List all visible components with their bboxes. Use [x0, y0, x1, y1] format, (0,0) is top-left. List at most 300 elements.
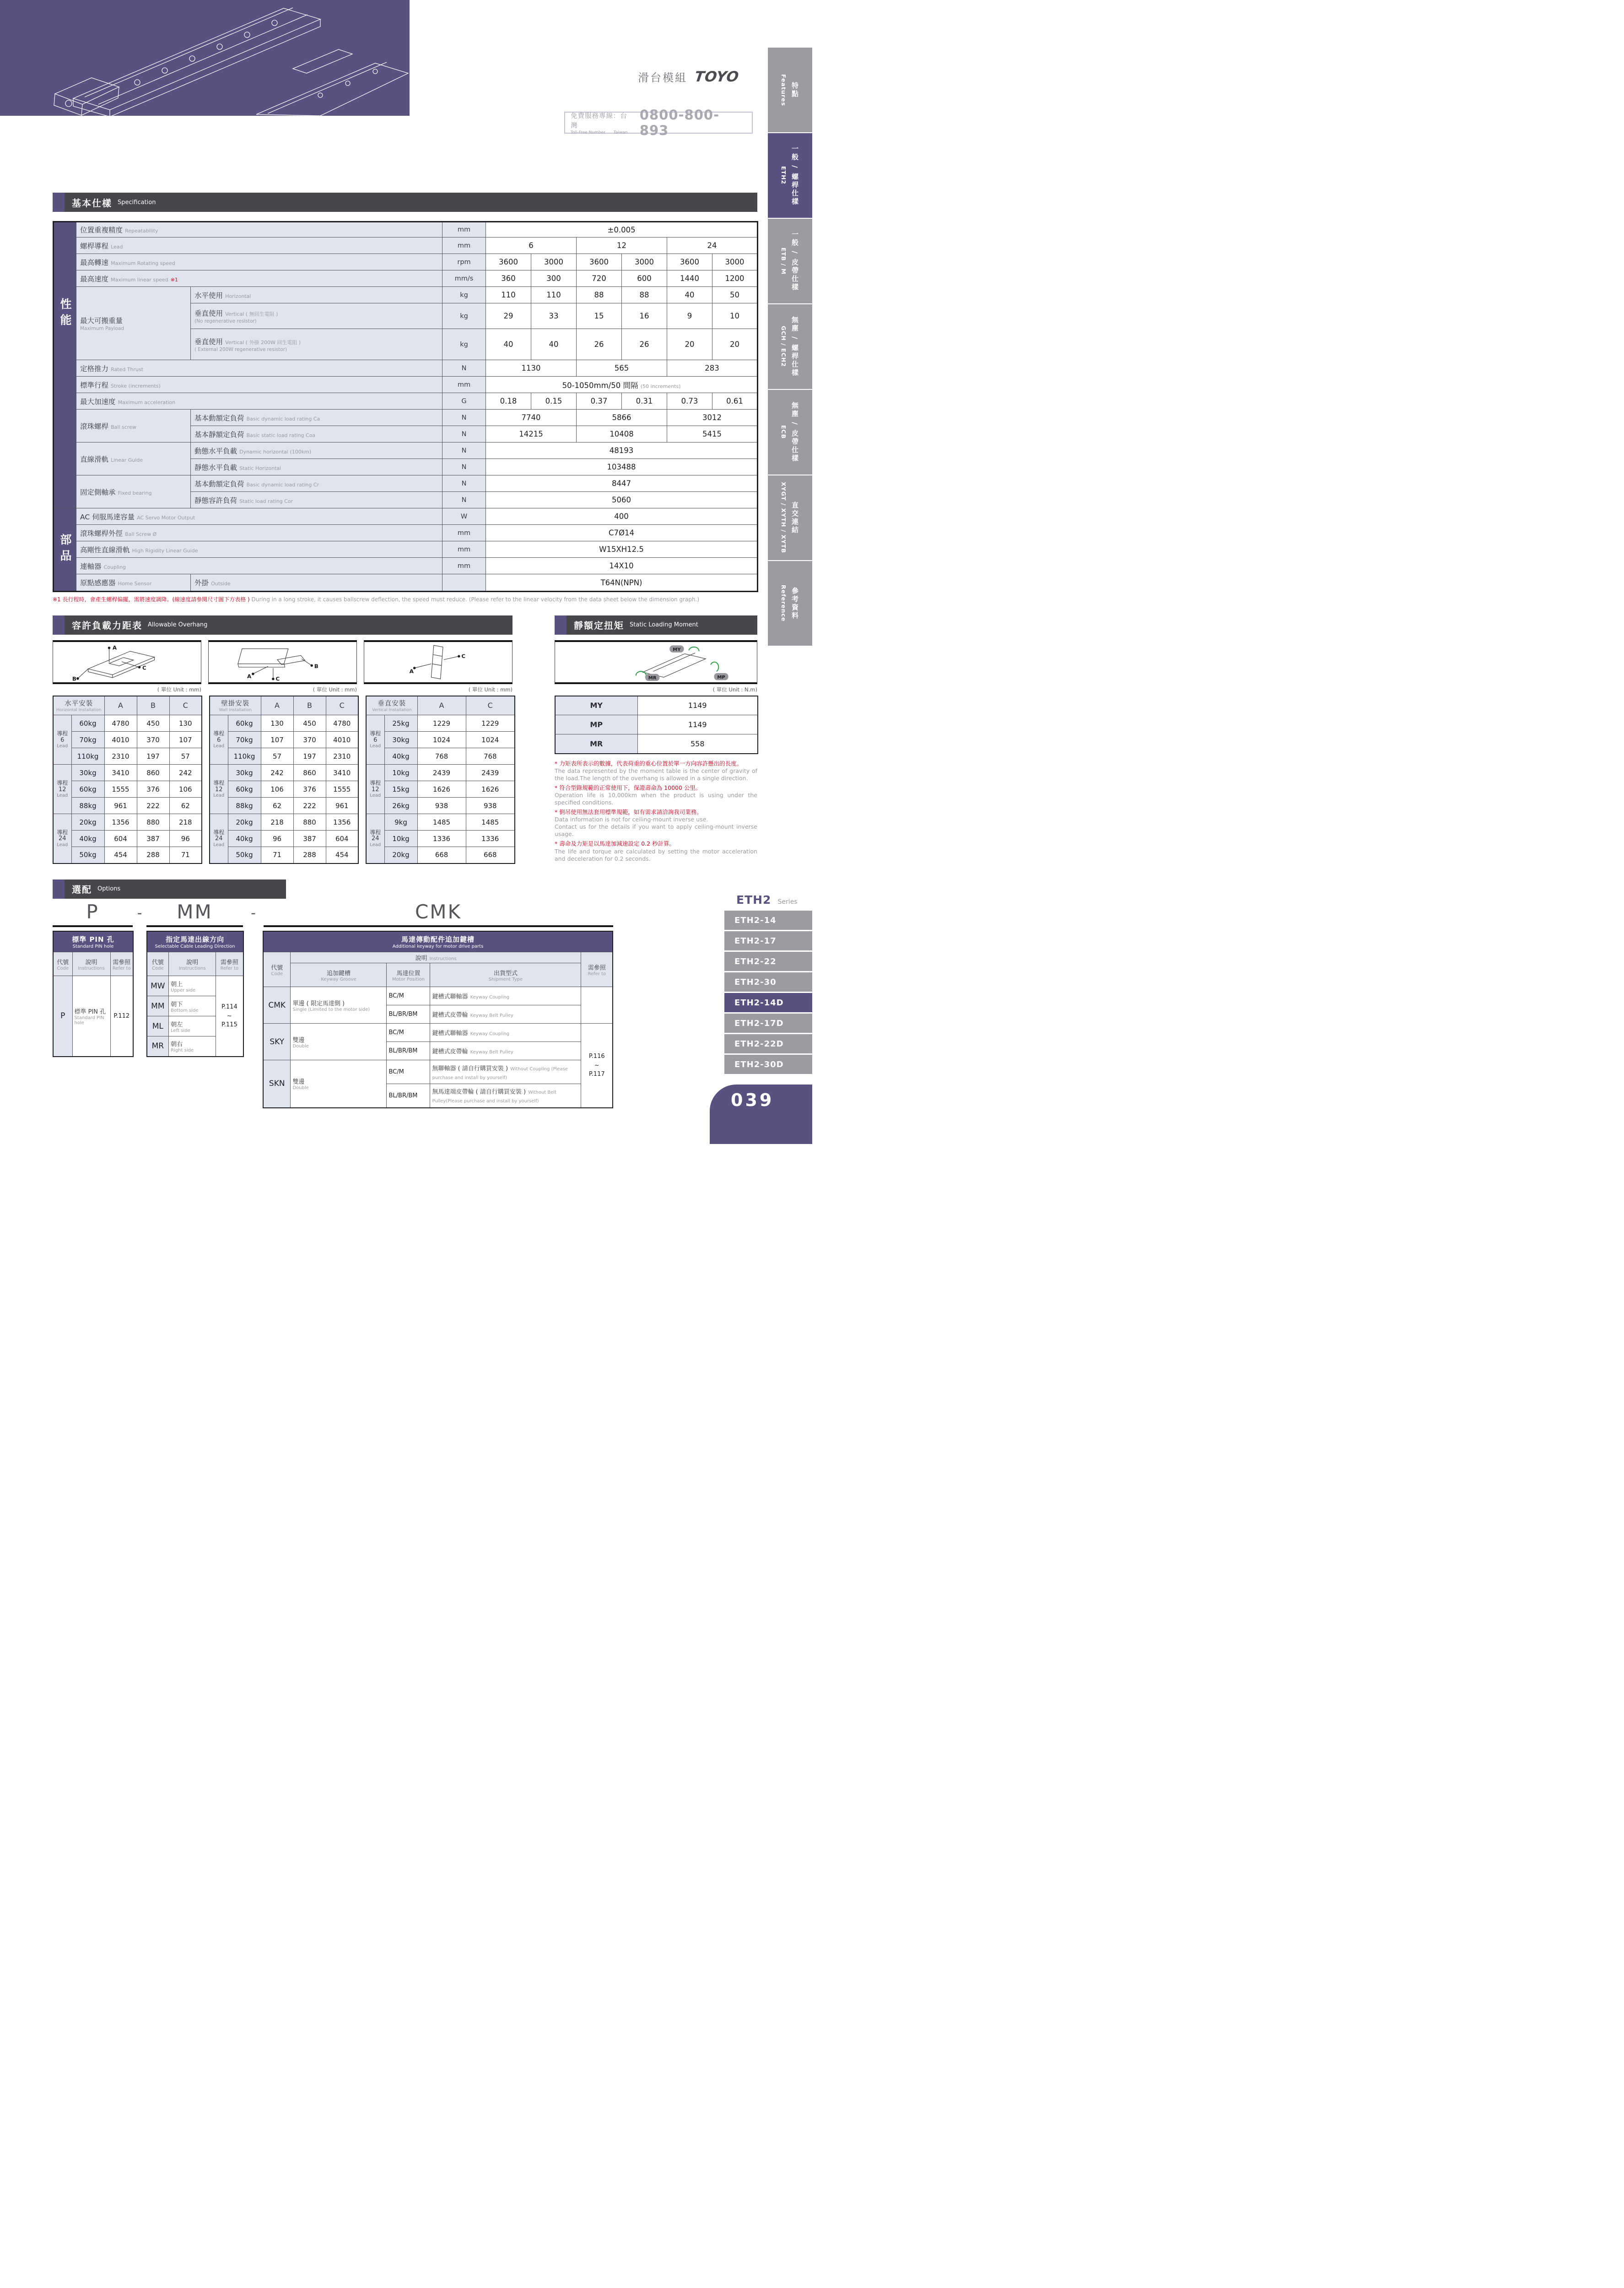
options-section-bar	[53, 880, 286, 899]
sidebar-tab-etb-m[interactable]	[768, 219, 812, 303]
table-row: P 標準 PIN 孔 Standard PIN hole P.112	[53, 976, 133, 1057]
sidebar-tab-reference[interactable]	[768, 561, 812, 646]
diagram-label-b: B	[314, 663, 318, 669]
table-row: MP 1149	[555, 715, 758, 734]
main-content	[53, 193, 757, 1108]
value-cell: 3600	[667, 254, 712, 270]
value-cell: 1130	[486, 360, 577, 377]
overhang-block	[53, 615, 513, 865]
table-row	[54, 574, 758, 592]
section-accent-square	[53, 615, 65, 635]
value-cell: 20	[712, 329, 758, 360]
code-letter-p: P	[86, 900, 99, 923]
groove-cell: 雙邊 Double	[291, 1024, 387, 1060]
lead-group-6: 導程 6 Lead	[53, 715, 71, 765]
cable-direction-table	[146, 931, 244, 1057]
note-item: * 力矩表所表示的數據，代表荷重的重心位置於單一方向容許懸出的長度。 The data represented by the moment table is the center of gravity of the load.The length of the overhang is allowed in a single direction.	[555, 760, 757, 782]
code-letter-mm: MM	[177, 900, 213, 923]
table-title: 水平安裝 Horizontal Installation	[53, 696, 104, 715]
diagram-label-a: A	[409, 668, 414, 675]
col-header: C	[326, 696, 358, 715]
row-label: 垂直使用 Vertical ( 無回生電阻 ) (No regenerative resistor)	[191, 303, 442, 329]
value-cell: 29	[486, 303, 531, 329]
value-cell: 20	[667, 329, 712, 360]
value-cell: 103488	[486, 459, 758, 475]
value-cell: 1440	[667, 270, 712, 287]
series-suffix: Series	[777, 898, 798, 906]
value-cell: 110	[486, 287, 531, 303]
value-cell: 6	[486, 237, 577, 254]
table-title: 壁掛安裝 Wall Installation	[210, 696, 261, 715]
col-header: 代號 Code	[263, 952, 291, 987]
row-label: 螺桿導程 Lead	[76, 237, 442, 254]
table-row: 導程 24 Lead 20kg 218 880 1356	[210, 814, 358, 831]
unit-cell: N	[442, 360, 486, 377]
table-row: 10kg 1336 1336	[366, 831, 515, 847]
note-item: * 壽命及力矩是以馬達加減速設定 0.2 秒計算。 The life and torque are calculated by setting the motor acceleration and deceleration for 0.2 seconds.	[555, 840, 757, 862]
lead-group-6: 導程 6 Lead	[366, 715, 384, 765]
overhang-tables	[53, 696, 513, 864]
spec-table	[53, 221, 758, 592]
wall-install-table	[209, 696, 359, 864]
unit-cell: kg	[442, 303, 486, 329]
row-label: 滾珠螺桿外徑 Ball Screw Ø	[76, 525, 442, 541]
row-label: AC 伺服馬達容量 AC Servo Motor Output	[76, 508, 442, 525]
table-row: 導程 12 Lead 30kg 3410 860 242	[53, 765, 202, 781]
diagram-label-c: C	[461, 653, 466, 659]
group-label-payload: 最大可搬重量 Maximum Payload	[76, 287, 191, 360]
footnote-en: During in a long stroke, it causes ballscrew deflection, the speed must reduce. (Please refer to the linear velocity from the data sheet below the dimension graph.)	[251, 596, 700, 603]
tab-label-en: Features	[780, 74, 787, 106]
sidebar-tab-xy-link[interactable]	[768, 475, 812, 560]
tab-label-zh: 直交連結	[791, 501, 799, 534]
options-section	[53, 880, 613, 1108]
table-row	[54, 475, 758, 492]
value-cell: 0.61	[712, 393, 758, 410]
table-row: CMK 單邊 ( 限定馬達側 ) Single (Limited to the motor side) BC/M 鍵槽式聯軸器 Keyway Coupling	[263, 987, 613, 1005]
table-row: 70kg 4010 370 107	[53, 732, 202, 748]
value-cell: 50	[712, 287, 758, 303]
col-header: C	[169, 696, 202, 715]
value-cell: T64N(NPN)	[486, 574, 758, 592]
groove-cell: 雙邊 Double	[291, 1060, 387, 1108]
col-header: 代號 Code	[147, 952, 169, 976]
moment-diagram-row	[555, 640, 757, 684]
value-cell: 15	[577, 303, 622, 329]
sidebar-tab-gch-ech2[interactable]	[768, 304, 812, 389]
col-header: 需參照 Refer to	[581, 952, 613, 987]
value-cell: 33	[531, 303, 577, 329]
cable-direction: 朝左 Left side	[169, 1016, 216, 1036]
value-cell: 3000	[712, 254, 758, 270]
value-cell: 600	[622, 270, 667, 287]
linear-actuator-illustration	[0, 0, 410, 116]
value-cell: 12	[577, 237, 667, 254]
series-title	[736, 893, 812, 907]
tollfree-number: 0800-800-893	[639, 107, 720, 138]
row-label: 靜態水平負載 Static Horizontal	[191, 459, 442, 475]
table-row	[54, 442, 758, 459]
shipment-cell: 無聯軸器 ( 請自行購買安裝 ) Without Coupling (Please purchase and install by yourself)	[430, 1060, 581, 1084]
series-item-eth2-30[interactable]: ETH2-30	[724, 972, 812, 992]
value-cell: 283	[667, 360, 758, 377]
tab-label-en: XYGT / XYTH / XYTB	[780, 482, 787, 554]
row-label: 水平使用 Horizontal	[191, 287, 442, 303]
table-row	[54, 541, 758, 558]
row-label: 原點感應器 Home Sensor	[76, 574, 191, 592]
row-label: 高剛性直線滑軌 High Rigidity Linear Guide	[76, 541, 442, 558]
table-row: 導程 6 Lead 60kg 130 450 4780	[210, 715, 358, 732]
lead-group-12: 導程 12 Lead	[366, 765, 384, 814]
brand-row	[638, 69, 739, 85]
tab-label-zh: 參考資料	[791, 587, 799, 620]
tab-label-en: Reference	[780, 585, 787, 622]
table-row: 30kg 1024 1024	[366, 732, 515, 748]
tab-label-zh: 一般 / 螺桿仕樣	[791, 145, 799, 206]
tollfree-labels	[571, 111, 633, 135]
value-cell: 88	[622, 287, 667, 303]
lead-group-12: 導程 12 Lead	[53, 765, 71, 814]
table-row: MR 558	[555, 734, 758, 754]
table-row	[54, 393, 758, 410]
table-row: 60kg 106 376 1555	[210, 781, 358, 798]
row-label: 連軸器 Coupling	[76, 558, 442, 574]
value-cell: W15XH12.5	[486, 541, 758, 558]
tab-label-en: GCH / ECH2	[780, 326, 787, 367]
table-header: 指定馬達出線方向 Selectable Cable Leading Direction	[147, 931, 243, 952]
diagram-label-b: B	[72, 675, 76, 682]
code-underlines	[53, 925, 613, 927]
value-cell: 360	[486, 270, 531, 287]
col-header: 說明 Instructions	[169, 952, 216, 976]
value-cell: 5060	[486, 492, 758, 508]
product-illustration-banner	[0, 0, 410, 116]
table-row: MR 朝右 Right side	[147, 1036, 243, 1057]
keyway-table	[263, 931, 613, 1108]
table-row: SKN 雙邊 Double BC/M 無聯軸器 ( 請自行購買安裝 ) Without Coupling (Please purchase and install by yourself)	[263, 1060, 613, 1084]
unit-cell: mm/s	[442, 270, 486, 287]
shipment-cell: 鍵槽式皮帶輪 Keyway Belt Pulley	[430, 1042, 581, 1060]
table-title: 垂直安裝 Vertical Installation	[366, 696, 417, 715]
table-row	[54, 270, 758, 287]
table-row: 70kg 107 370 4010	[210, 732, 358, 748]
series-panel	[724, 893, 812, 1075]
series-item-eth2-30d[interactable]: ETH2-30D	[724, 1055, 812, 1074]
col-header: A	[104, 696, 137, 715]
value-cell: 3000	[531, 254, 577, 270]
tollfree-label-en	[571, 130, 633, 135]
row-label: 垂直使用 Vertical ( 外掛 200W 回生電阻 ) ( External 200W regenerative resistor)	[191, 329, 442, 360]
catalog-page	[0, 0, 812, 1144]
value-cell: 40	[531, 329, 577, 360]
table-row: 導程 12 Lead 30kg 242 860 3410	[210, 765, 358, 781]
pin-instruction: 標準 PIN 孔 Standard PIN hole	[72, 976, 110, 1057]
col-header: A	[417, 696, 466, 715]
col-header: 追加鍵槽 Keyway Groove	[291, 963, 387, 987]
table-row	[54, 222, 758, 237]
col-header: 說明 Instructions	[291, 952, 581, 963]
unit-cell: mm	[442, 558, 486, 574]
pin-hole-table	[53, 931, 134, 1057]
section-title-en: Allowable Overhang	[148, 621, 208, 629]
table-row: 40kg 604 387 96	[53, 831, 202, 847]
tab-label-zh: 特點	[791, 81, 799, 98]
tab-label-zh: 無塵 / 皮帶仕樣	[791, 402, 799, 463]
value-cell: 5866	[577, 410, 667, 426]
group-label-ballscrew: 滾珠螺桿 Ball screw	[76, 410, 191, 442]
moment-notes	[555, 760, 757, 863]
spec-side-parts: 部品	[54, 508, 76, 592]
moment-diagram	[555, 640, 757, 684]
unit-cell: mm	[442, 377, 486, 393]
series-item-eth2-14d[interactable]: ETH2-14D	[724, 993, 812, 1012]
table-row: 20kg 668 668	[366, 847, 515, 863]
page-number-badge	[710, 1085, 812, 1144]
unit-cell: N	[442, 410, 486, 426]
sidebar-tab-features[interactable]	[768, 48, 812, 132]
unit-cell	[442, 574, 486, 592]
cable-direction: 朝上 Upper side	[169, 976, 216, 996]
row-label: 基本動額定負荷 Basic dynamic load rating Ca	[191, 410, 442, 426]
series-item-eth2-14[interactable]: ETH2-14	[724, 911, 812, 930]
row-label: 基本靜額定負荷 Basic static load rating Coa	[191, 426, 442, 442]
value-cell: 0.15	[531, 393, 577, 410]
table-row: 110kg 57 197 2310	[210, 748, 358, 765]
value-cell: 3600	[486, 254, 531, 270]
refer-cell: P.116 ~ P.117	[581, 1024, 613, 1108]
refer-cell: P.114 ~ P.115	[216, 976, 243, 1057]
note-item: * 符合型錄規範的正常使用下，保證壽命為 10000 公里。 Operation life is 10,000km when the product is using under the specified conditions.	[555, 784, 757, 806]
value-cell: 40	[486, 329, 531, 360]
table-row	[54, 525, 758, 541]
row-label: 最高轉速 Maximum Rotating speed	[76, 254, 442, 270]
toyo-logo: TOYO	[693, 69, 740, 85]
tollfree-label-zh: 免費服務專線：台灣	[571, 112, 627, 130]
table-row: BL/BR/BM 鍵槽式皮帶輪 Keyway Belt Pulley	[263, 1042, 613, 1060]
spec-section-bar	[53, 193, 757, 212]
col-header: 需參照 Refer to	[110, 952, 133, 976]
unit-cell: N	[442, 475, 486, 492]
unit-labels-row	[53, 684, 513, 693]
group-label-bearing: 固定側軸承 Fixed bearing	[76, 475, 191, 508]
sidebar-tab-ecb[interactable]	[768, 390, 812, 475]
series-item-eth2-22[interactable]: ETH2-22	[724, 952, 812, 971]
section-title-en: Options	[97, 885, 121, 893]
tab-label-zh: 無塵 / 螺桿仕樣	[791, 316, 799, 377]
table-row: 40kg 768 768	[366, 748, 515, 765]
table-row	[54, 237, 758, 254]
code-dash: -	[251, 905, 256, 921]
table-row: BL/BR/BM 無馬達端皮帶輪 ( 請自行購買安裝 ) Without Belt Pulley(Please purchase and install by yourself)	[263, 1084, 613, 1108]
unit-cell: N	[442, 442, 486, 459]
row-label: 最大加速度 Maximum acceleration	[76, 393, 442, 410]
row-label: 基本動額定負荷 Basic dynamic load rating Cr	[191, 475, 442, 492]
value-cell: 565	[577, 360, 667, 377]
section-title	[65, 615, 513, 635]
shipment-cell: 鍵槽式聯軸器 Keyway Coupling	[430, 1024, 581, 1042]
value-cell: 3000	[622, 254, 667, 270]
tab-label-en: ETB / M	[780, 247, 787, 275]
diagram-label-a: A	[112, 644, 117, 651]
unit-cell: G	[442, 393, 486, 410]
section-title-zh: 靜額定扭矩	[574, 620, 624, 631]
table-row: MW 朝上 Upper side P.114 ~ P.115	[147, 976, 243, 996]
unit-cell: N	[442, 426, 486, 442]
section-title-en: Specification	[118, 199, 156, 206]
value-cell: 50-1050mm/50 間隔 (50 increments)	[486, 377, 758, 393]
value-cell: 0.73	[667, 393, 712, 410]
value-cell: 110	[531, 287, 577, 303]
shipment-cell: 鍵槽式聯軸器 Keyway Coupling	[430, 987, 581, 1005]
series-item-eth2-17d[interactable]: ETH2-17D	[724, 1014, 812, 1033]
row-sublabel: 外掛 Outside	[191, 574, 442, 592]
lead-group-6: 導程 6 Lead	[210, 715, 228, 765]
value-cell: 1200	[712, 270, 758, 287]
horizontal-install-table	[53, 696, 202, 864]
unit-label-nm: ( 單位 Unit : N.m)	[712, 686, 757, 693]
tollfree-en-text: Toll-Free Number	[571, 130, 605, 135]
unit-cell: N	[442, 459, 486, 475]
section-title	[65, 193, 757, 212]
table-header: 標準 PIN 孔 Standard PIN hole	[53, 931, 133, 952]
value-cell: 0.37	[577, 393, 622, 410]
shipment-cell: 無馬達端皮帶輪 ( 請自行購買安裝 ) Without Belt Pulley(Please purchase and install by yourself)	[430, 1084, 581, 1108]
table-row: 導程 6 Lead 25kg 1229 1229	[366, 715, 515, 732]
value-cell: ±0.005	[486, 222, 758, 237]
section-title-en: Static Loading Moment	[630, 621, 698, 629]
unit-label-mm: ( 單位 Unit : mm)	[313, 686, 357, 693]
diagram-label-c: C	[275, 675, 280, 682]
table-row	[54, 254, 758, 270]
value-cell: 9	[667, 303, 712, 329]
section-title	[567, 615, 757, 635]
unit-cell: rpm	[442, 254, 486, 270]
table-row: 導程 24 Lead 20kg 1356 880 218	[53, 814, 202, 831]
col-header: B	[137, 696, 169, 715]
section-title-zh: 容許負載力距表	[72, 620, 142, 631]
footnote-zh: ※1 長行程時，會產生螺桿偏擺，需將速度調降。(線速度請參閱尺寸圖下方表格 )	[53, 596, 250, 603]
moment-label-my: MY	[673, 647, 681, 652]
table-row	[54, 377, 758, 393]
value-cell: 48193	[486, 442, 758, 459]
option-tables	[53, 931, 613, 1108]
value-cell: C7Ø14	[486, 525, 758, 541]
table-row: MY 1149	[555, 696, 758, 715]
cable-direction: 朝下 Bottom side	[169, 996, 216, 1016]
lead-group-24: 導程 24 Lead	[366, 814, 384, 863]
wall-install-diagram	[208, 640, 357, 684]
static-moment-table	[555, 696, 758, 754]
value-cell: 0.18	[486, 393, 531, 410]
table-row: MM 朝下 Bottom side	[147, 996, 243, 1016]
sidebar-tab-eth2[interactable]	[768, 133, 812, 218]
vertical-install-table	[366, 696, 515, 864]
code-dash: -	[137, 905, 142, 921]
table-row: 110kg 2310 197 57	[53, 748, 202, 765]
table-row: 40kg 96 387 604	[210, 831, 358, 847]
spec-side-performance: 性能	[54, 222, 76, 508]
overhang-section-bar	[53, 615, 513, 635]
table-row: BL/BR/BM 鍵槽式皮帶輪 Keyway Belt Pulley	[263, 1005, 613, 1024]
unit-label-mm: ( 單位 Unit : mm)	[157, 686, 201, 693]
static-moment-block	[555, 615, 757, 865]
tab-label-en: ECB	[780, 425, 787, 439]
table-row	[54, 410, 758, 426]
row-label: 動態水平負載 Dynamic horizontal (100km)	[191, 442, 442, 459]
value-cell: 5415	[667, 426, 758, 442]
unit-cell: W	[442, 508, 486, 525]
value-cell: 10	[712, 303, 758, 329]
section-accent-square	[555, 615, 567, 635]
lead-group-24: 導程 24 Lead	[53, 814, 71, 863]
col-header: C	[466, 696, 515, 715]
shipment-cell: 鍵槽式皮帶輪 Keyway Belt Pulley	[430, 1005, 581, 1024]
col-header: 需參照 Refer to	[216, 952, 243, 976]
table-row: SKY 雙邊 Double BC/M 鍵槽式聯軸器 Keyway Coupling P.116 ~ P.117	[263, 1024, 613, 1042]
overhang-diagrams	[53, 640, 513, 684]
page-number: 039	[731, 1090, 774, 1110]
option-code-string	[53, 902, 613, 922]
unit-cell: N	[442, 492, 486, 508]
diagram-label-c: C	[142, 664, 146, 671]
table-row: ML 朝左 Left side	[147, 1016, 243, 1036]
sidebar-tabs	[768, 48, 812, 646]
series-name: ETH2	[736, 893, 772, 907]
table-row	[54, 558, 758, 574]
series-item-eth2-22d[interactable]: ETH2-22D	[724, 1034, 812, 1053]
value-cell: 40	[667, 287, 712, 303]
unit-cell: mm	[442, 237, 486, 254]
value-cell: 88	[577, 287, 622, 303]
value-cell: 10408	[577, 426, 667, 442]
diagram-label-a: A	[247, 673, 252, 680]
tollfree-region-text: Taiwan	[613, 130, 628, 135]
value-cell: 7740	[486, 410, 577, 426]
row-label: 標準行程 Stroke (increments)	[76, 377, 442, 393]
table-row	[54, 508, 758, 525]
table-row	[54, 360, 758, 377]
refer-cell	[581, 987, 613, 1024]
value-cell: 14215	[486, 426, 577, 442]
value-cell: 24	[667, 237, 758, 254]
table-header: 馬達傳動配件追加鍵槽 Additional keyway for motor drive parts	[263, 931, 613, 952]
moment-section-bar	[555, 615, 757, 635]
vertical-install-diagram	[364, 640, 513, 684]
group-label-guide: 直線滑軌 Linear Guide	[76, 442, 191, 475]
table-row	[54, 287, 758, 303]
table-row: 26kg 938 938	[366, 798, 515, 814]
row-label: 位置重複精度 Repeatability	[76, 222, 442, 237]
value-cell: 720	[577, 270, 622, 287]
overhang-moment-section	[53, 615, 757, 865]
moment-label-mr: MR	[648, 675, 657, 681]
lead-group-24: 導程 24 Lead	[210, 814, 228, 863]
table-row: 15kg 1626 1626	[366, 781, 515, 798]
table-row: 88kg 961 222 62	[53, 798, 202, 814]
series-item-eth2-17[interactable]: ETH2-17	[724, 931, 812, 950]
tollfree-box	[564, 107, 753, 138]
tab-label-zh: 一般 / 皮帶仕樣	[791, 231, 799, 291]
unit-cell: kg	[442, 287, 486, 303]
table-row: 60kg 1555 376 106	[53, 781, 202, 798]
row-label: 靜態容許負荷 Static load rating Cor	[191, 492, 442, 508]
unit-cell: mm	[442, 222, 486, 237]
table-row: 導程 24 Lead 9kg 1485 1485	[366, 814, 515, 831]
row-label: 最高速度 Maximum linear speed ※1	[76, 270, 442, 287]
horizontal-install-diagram	[53, 640, 201, 684]
value-cell: 26	[622, 329, 667, 360]
table-row: 88kg 62 222 961	[210, 798, 358, 814]
